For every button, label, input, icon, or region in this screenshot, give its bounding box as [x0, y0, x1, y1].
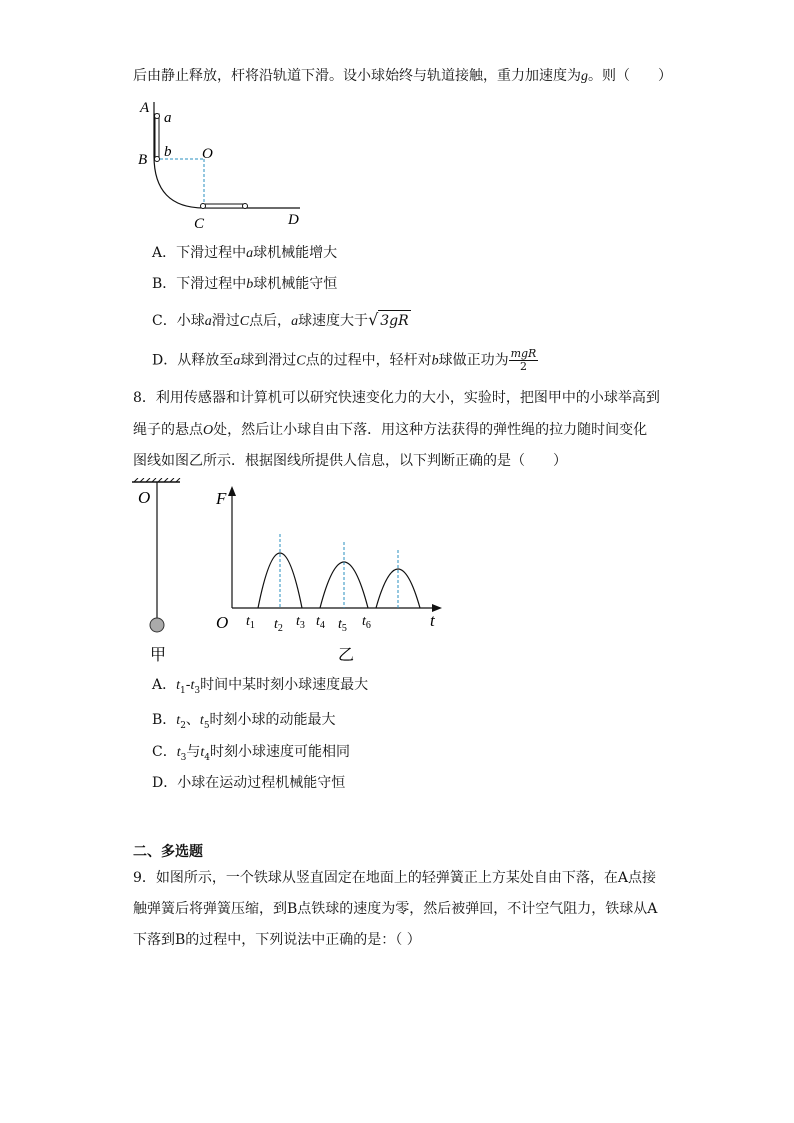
q7-option-c: C．小球a滑过C点后，a球速度大于√ 3gR: [152, 310, 409, 329]
q8-figure-jia: [128, 478, 188, 668]
q8-option-b: B．$t_2$、$t_5$时刻小球的动能最大: [152, 712, 336, 731]
q8-line-3: 图线如图乙所示．根据图线所提供人信息，以下判断正确的是（ ）: [133, 453, 567, 469]
q7-label-b: b: [164, 144, 172, 160]
q7-g: g: [581, 69, 588, 84]
q7-ball-b: [155, 157, 160, 162]
q9-line-1: 9．如图所示，一个铁球从竖直固定在地面上的轻弹簧正上方某处自由下落，在A点接: [133, 870, 657, 886]
q7-rod-vertical: [155, 114, 159, 160]
q8-line-1: 8．利用传感器和计算机可以研究快速变化力的大小，实验时，把图甲中的小球举高到: [133, 390, 660, 406]
section-title: 二、多选题: [133, 844, 203, 860]
yi-label-O: O: [216, 613, 229, 632]
yi-label-F: F: [216, 489, 227, 508]
tick-t6: $t_6$: [362, 614, 371, 631]
q8-line-2: 绳子的悬点O处，然后让小球自由下落．用这种方法获得的弹性绳的拉力随时间变化: [133, 422, 648, 438]
q8-option-a: A．$t_1-t_3$时间中某时刻小球速度最大: [152, 677, 369, 696]
q7-option-d: D．从释放至a球到滑过C点的过程中，轻杆对b球做正功为 $\frac{\text{mgR}}{2}$: [152, 347, 537, 373]
q7-label-a: a: [164, 110, 172, 126]
q7-ball-a: [155, 114, 160, 119]
q9-line-3: 下落到B的过程中，下列说法中正确的是：（ ）: [133, 932, 421, 948]
tick-t2: $t_2$: [274, 617, 283, 634]
q9-line-2: 触弹簧后将弹簧压缩，到B点铁球的速度为零，然后被弹回，不计空气阻力，铁球从A: [133, 901, 658, 917]
jia-label-O: O: [138, 488, 151, 507]
q7-ball-c2: [243, 204, 248, 209]
q7-option-b: B．下滑过程中b球机械能守恒: [152, 276, 338, 292]
tick-t5: $t_5$: [338, 617, 347, 634]
q7-option-a: A．下滑过程中a球机械能增大: [152, 245, 338, 261]
q7-fraction: $\frac{\text{mgR}}{2}$: [510, 347, 537, 373]
q7-stem: [133, 66, 672, 87]
q7-label-B: B: [138, 152, 148, 168]
q8-option-d: D．小球在运动过程机械能守恒: [152, 775, 346, 791]
q7-track: [154, 102, 300, 208]
tick-t1: $t_1$: [246, 614, 255, 631]
f-axis-arrow: [228, 486, 236, 496]
q8-option-c: C．$t_3$与$t_4$时刻小球速度可能相同: [152, 744, 350, 763]
ball: [150, 618, 164, 632]
q7-label-C: C: [194, 216, 205, 232]
tick-t4: $t_4$: [316, 614, 325, 631]
tick-t3: $t_3$: [296, 614, 305, 631]
q7-label-A: A: [140, 100, 150, 116]
q7-rod-horizontal: [202, 204, 246, 208]
yi-label-t: t: [430, 611, 435, 630]
yi-label: 乙: [338, 647, 355, 664]
sqrt-sign: √: [368, 310, 379, 329]
q7-label-O: O: [202, 146, 213, 162]
q7-stem-end: 。则（ ）: [588, 68, 672, 84]
q8-figure-yi: [210, 478, 450, 668]
q7-stem-text: 后由静止释放，杆将沿轨道下滑。设小球始终与轨道接触，重力加速度为: [133, 68, 581, 84]
q7-sqrt-content: 3gR: [378, 310, 410, 331]
q7-figure: [130, 96, 310, 236]
q7-ball-c1: [201, 204, 206, 209]
jia-label: 甲: [150, 647, 167, 664]
q7-label-D: D: [288, 212, 299, 228]
